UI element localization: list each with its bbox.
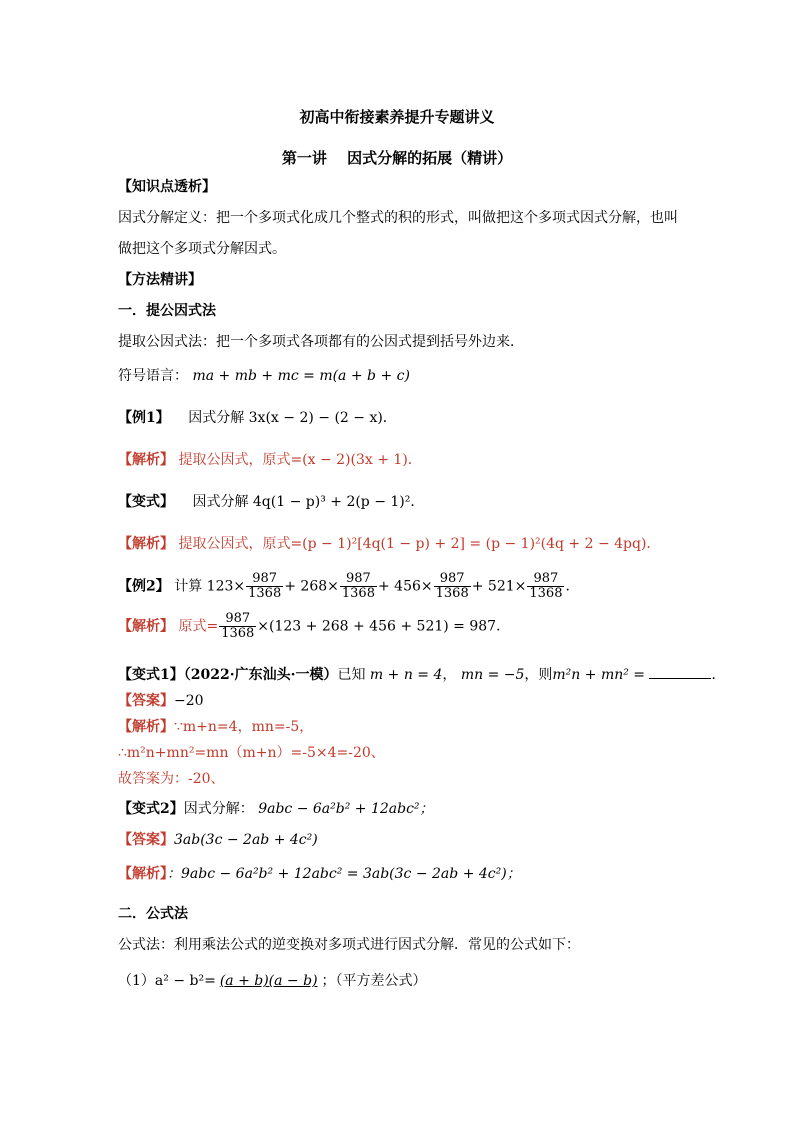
knowledge-heading: 【知识点透析】 xyxy=(118,179,216,195)
definition-line-1: 因式分解定义：把一个多项式化成几个整式的积的形式，叫做把这个多项式因式分解，也叫 xyxy=(118,210,678,226)
fraction: $\frac{987}{1368}$ xyxy=(248,571,282,601)
variant-text: 因式分解 4q(1 − p)³ + 2(p − 1)²． xyxy=(178,494,425,510)
example-1-solution xyxy=(118,451,422,469)
variant-1-solution-label: 【解析】 xyxy=(118,719,174,735)
fraction: $\frac{987}{1368}$ xyxy=(435,571,469,601)
variant-1-cond-2: mn = −5 xyxy=(460,667,525,683)
example-1-solution-label: 【解析】 xyxy=(118,452,174,468)
variant-1-expr: m²n + mn² = xyxy=(552,667,646,683)
lecture-title: 第一讲 因式分解的拓展（精讲） xyxy=(281,149,513,167)
example-1-solution-text: 提取公因式，原式=(x − 2)(3x + 1)． xyxy=(178,452,422,468)
symbol-label: 符号语言： xyxy=(118,368,188,384)
variant-solution xyxy=(118,535,660,553)
answer-blank xyxy=(649,664,711,679)
method-heading: 【方法精讲】 xyxy=(118,272,202,288)
example-2-term-1: 123 xyxy=(206,578,234,595)
formula-item-1-prefix: （1）a² − b²= xyxy=(118,973,216,989)
variant-2-answer-value: 3ab(3c − 2ab + 4c²) xyxy=(174,832,318,848)
variant xyxy=(118,493,424,511)
example-2-solution xyxy=(118,612,510,641)
example-2-solution-label: 【解析】 xyxy=(118,618,174,635)
example-1 xyxy=(118,409,397,427)
fraction: $\frac{987}{1368}$ xyxy=(341,571,375,601)
variant-1: 【变式1】（2022·广东汕头·一模）已知 m + n = 4， mn = −5，则m²n + mn² = ． xyxy=(118,664,725,684)
formula-item-1 xyxy=(118,972,427,990)
variant-2-answer-label: 【答案】 xyxy=(118,832,174,848)
variant-1-answer-value: −20 xyxy=(174,693,204,709)
part2-heading: 二．公式法 xyxy=(118,906,188,922)
variant-1-solution-line-3: 故答案为：-20、 xyxy=(118,771,225,787)
variant-2-solution-text: ：9abc − 6a²b² + 12abc² = 3ab(3c − 2ab + 4c²)； xyxy=(167,866,521,882)
variant-1-text-a: 已知 xyxy=(337,667,366,683)
part1-heading: 一．提公因式法 xyxy=(118,303,216,319)
symbol-formula: ma + mb + mc = m(a + b + c) xyxy=(192,368,410,384)
fraction: $\frac{987}{1368}$ xyxy=(529,571,563,601)
example-2-solution-prefix: 原式= xyxy=(178,618,219,635)
variant-2-answer xyxy=(118,831,318,849)
variant-2-solution-label: 【解析】 xyxy=(118,866,167,882)
variant-2-solution xyxy=(118,865,521,883)
variant-1-cond-1: m + n = 4 xyxy=(369,667,443,683)
variant-1-solution-line-1: ∵m+n=4，mn=-5， xyxy=(174,719,314,735)
variant-1-text-b: ，则 xyxy=(524,667,553,683)
fraction: $\frac{987}{1368}$ xyxy=(221,611,255,641)
variant-1-answer xyxy=(118,692,204,710)
variant-solution-label: 【解析】 xyxy=(118,536,174,552)
variant-1-solution-line-2: ∴m²n+mn²=mn（m+n）=-5×4=-20、 xyxy=(118,745,385,761)
example-1-label: 【例1】 xyxy=(118,410,170,426)
variant-1-solution-1 xyxy=(118,718,313,736)
example-2: 【例2】 计算 123× $\frac{987}{1368}$ + 268× $\frac{987}{1368}$ + 456× $\frac{987}{1368}$ + 521× $\frac{987}{1368}$ ． xyxy=(118,571,580,601)
formula-item-1-answer: (a + b)(a − b) xyxy=(219,973,318,989)
variant-2 xyxy=(118,800,434,818)
example-2-term-4: 521 xyxy=(487,578,515,595)
part2-description: 公式法：利用乘法公式的逆变换对多项式进行因式分解．常见的公式如下： xyxy=(118,937,580,953)
symbol-language xyxy=(118,367,410,385)
variant-2-label: 【变式2】 xyxy=(118,801,184,817)
formula-item-1-suffix: ；（平方差公式） xyxy=(321,973,427,989)
example-2-solution-suffix: ×(123 + 268 + 456 + 521) = 987． xyxy=(257,618,511,635)
example-2-term-2: 268 xyxy=(300,578,328,595)
definition-line-2: 做把这个多项式分解因式。 xyxy=(118,241,286,257)
example-2-prefix: 计算 xyxy=(174,578,203,595)
variant-2-expr: 9abc − 6a²b² + 12abc²； xyxy=(258,801,434,817)
variant-2-text: 因式分解： xyxy=(183,801,254,817)
variant-1-source: （2022·广东汕头·一模） xyxy=(183,667,338,683)
variant-label: 【变式】 xyxy=(118,494,174,510)
example-2-term-3: 456 xyxy=(394,578,421,595)
variant-1-answer-label: 【答案】 xyxy=(118,693,174,709)
part1-description: 提取公因式法：把一个多项式各项都有的公因式提到括号外边来． xyxy=(118,334,524,350)
variant-solution-text: 提取公因式，原式=(p − 1)²[4q(1 − p) + 2] = (p − 1)²(4q + 2 − 4pq)． xyxy=(178,536,661,552)
series-title: 初高中衔接素养提升专题讲义 xyxy=(299,108,495,126)
variant-1-label: 【变式1】 xyxy=(118,667,184,683)
example-2-label: 【例2】 xyxy=(118,578,170,595)
example-1-text: 因式分解 3x(x − 2) − (2 − x)． xyxy=(174,410,397,426)
